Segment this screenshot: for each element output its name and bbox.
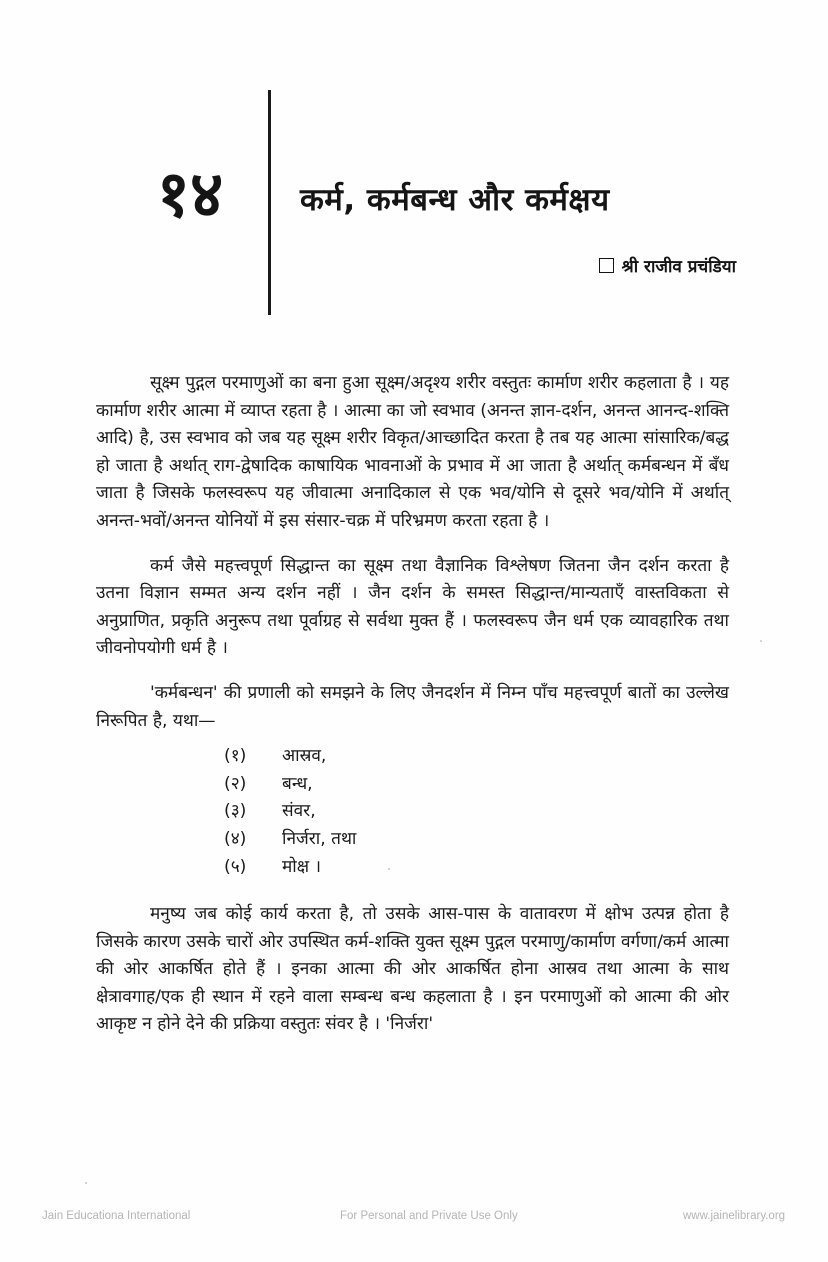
list-item bbox=[224, 743, 729, 771]
author-line bbox=[599, 254, 736, 277]
scan-speck bbox=[388, 868, 390, 870]
scan-speck bbox=[85, 1182, 87, 1184]
list-item-number: (५) bbox=[224, 856, 247, 877]
paragraph-2: कर्म जैसे महत्त्वपूर्ण सिद्धान्त का सूक्ष्म तथा वैज्ञानिक विश्लेषण जितना जैन दर्शन करता है उतना विज्ञान सम्मत अन्य दर्शन नहीं । जैन दर्शन के समस्त सिद्धान्त/मान्यताएँ वास्तविकता से अनुप्राणित, प्रकृति अनुरूप तथा पूर्वाग्रह से सर्वथा मुक्त हैं । फलस्वरूप जैन धर्म एक व्यावहारिक तथा जीवनोपयोगी धर्म है । bbox=[96, 555, 729, 659]
list-item bbox=[224, 771, 729, 799]
list-item-text: मोक्ष । bbox=[282, 856, 322, 877]
body-text bbox=[96, 370, 729, 1056]
paragraph-4: मनुष्य जब कोई कार्य करता है, तो उसके आस-पास के वातावरण में क्षोभ उत्पन्न होता है जिसके कारण उसके चारों ओर उपस्थित कर्म-शक्ति युक्त सूक्ष्म पुद्गल परमाणु/कार्माण वर्गणा/कर्म आत्मा की ओर आकर्षित होते हैं । इनका आत्मा की ओर आकर्षित होना आस्रव तथा आत्मा के साथ क्षेत्रावगाह/एक ही स्थान में रहने वाला सम्बन्ध बन्ध कहलाता है । इन परमाणुओं को आत्मा की ओर आकृष्ट न होने देने की प्रक्रिया वस्तुतः संवर है । 'निर्जरा' bbox=[96, 904, 729, 1035]
list-item-text: आस्रव, bbox=[282, 746, 327, 767]
scan-speck bbox=[760, 640, 762, 642]
list-item-number: (४) bbox=[224, 828, 247, 849]
list-item bbox=[224, 826, 729, 854]
author-name: श्री राजीव प्रचंडिया bbox=[621, 257, 736, 277]
chapter-title: कर्म, कर्मबन्ध और कर्मक्षय bbox=[300, 182, 610, 218]
list-item-number: (२) bbox=[224, 773, 247, 794]
paragraph-1: सूक्ष्म पुद्गल परमाणुओं का बना हुआ सूक्ष्म/अदृश्य शरीर वस्तुतः कार्माण शरीर कहलाता है । यह कार्माण शरीर आत्मा में व्याप्त रहता है । आत्मा का जो स्वभाव (अनन्त ज्ञान-दर्शन, अनन्त आनन्द-शक्ति आदि) है, उस स्वभाव को जब यह सूक्ष्म शरीर विकृत/आच्छादित करता है तब यह आत्मा सांसारिक/बद्ध हो जाता है अर्थात् राग-द्वेषादिक काषायिक भावनाओं के प्रभाव में आ जाता है अर्थात् कर्मबन्धन में बँध जाता है जिसके फलस्वरूप यह जीवात्मा अनादिकाल से एक भव/योनि से दूसरे भव/योनि में अर्थात् अनन्त-भवों/अनन्त योनियों में इस संसार-चक्र में परिभ्रमण करता रहता है । bbox=[96, 373, 729, 531]
square-bullet-icon bbox=[599, 258, 614, 273]
list-item-text: बन्ध, bbox=[282, 773, 313, 794]
list-item-number: (१) bbox=[224, 746, 247, 767]
list-item-number: (३) bbox=[224, 801, 247, 822]
footer-publisher: Jain Educationa International bbox=[42, 1210, 191, 1222]
list-item bbox=[224, 854, 729, 882]
list-item-text: निर्जरा, तथा bbox=[282, 828, 357, 849]
footer-website-link[interactable]: www.jainelibrary.org bbox=[683, 1210, 786, 1222]
paragraph-3: 'कर्मबन्धन' की प्रणाली को समझने के लिए जैनदर्शन में निम्न पाँच महत्त्वपूर्ण बातों का उल्लेख निरूपित है, यथा— bbox=[96, 682, 729, 731]
header-divider bbox=[268, 90, 271, 315]
footer-usage-note: For Personal and Private Use Only bbox=[340, 1210, 518, 1222]
list-item bbox=[224, 798, 729, 826]
chapter-number: १४ bbox=[156, 157, 224, 232]
list-item-text: संवर, bbox=[282, 801, 316, 822]
five-principles-list bbox=[224, 743, 729, 881]
